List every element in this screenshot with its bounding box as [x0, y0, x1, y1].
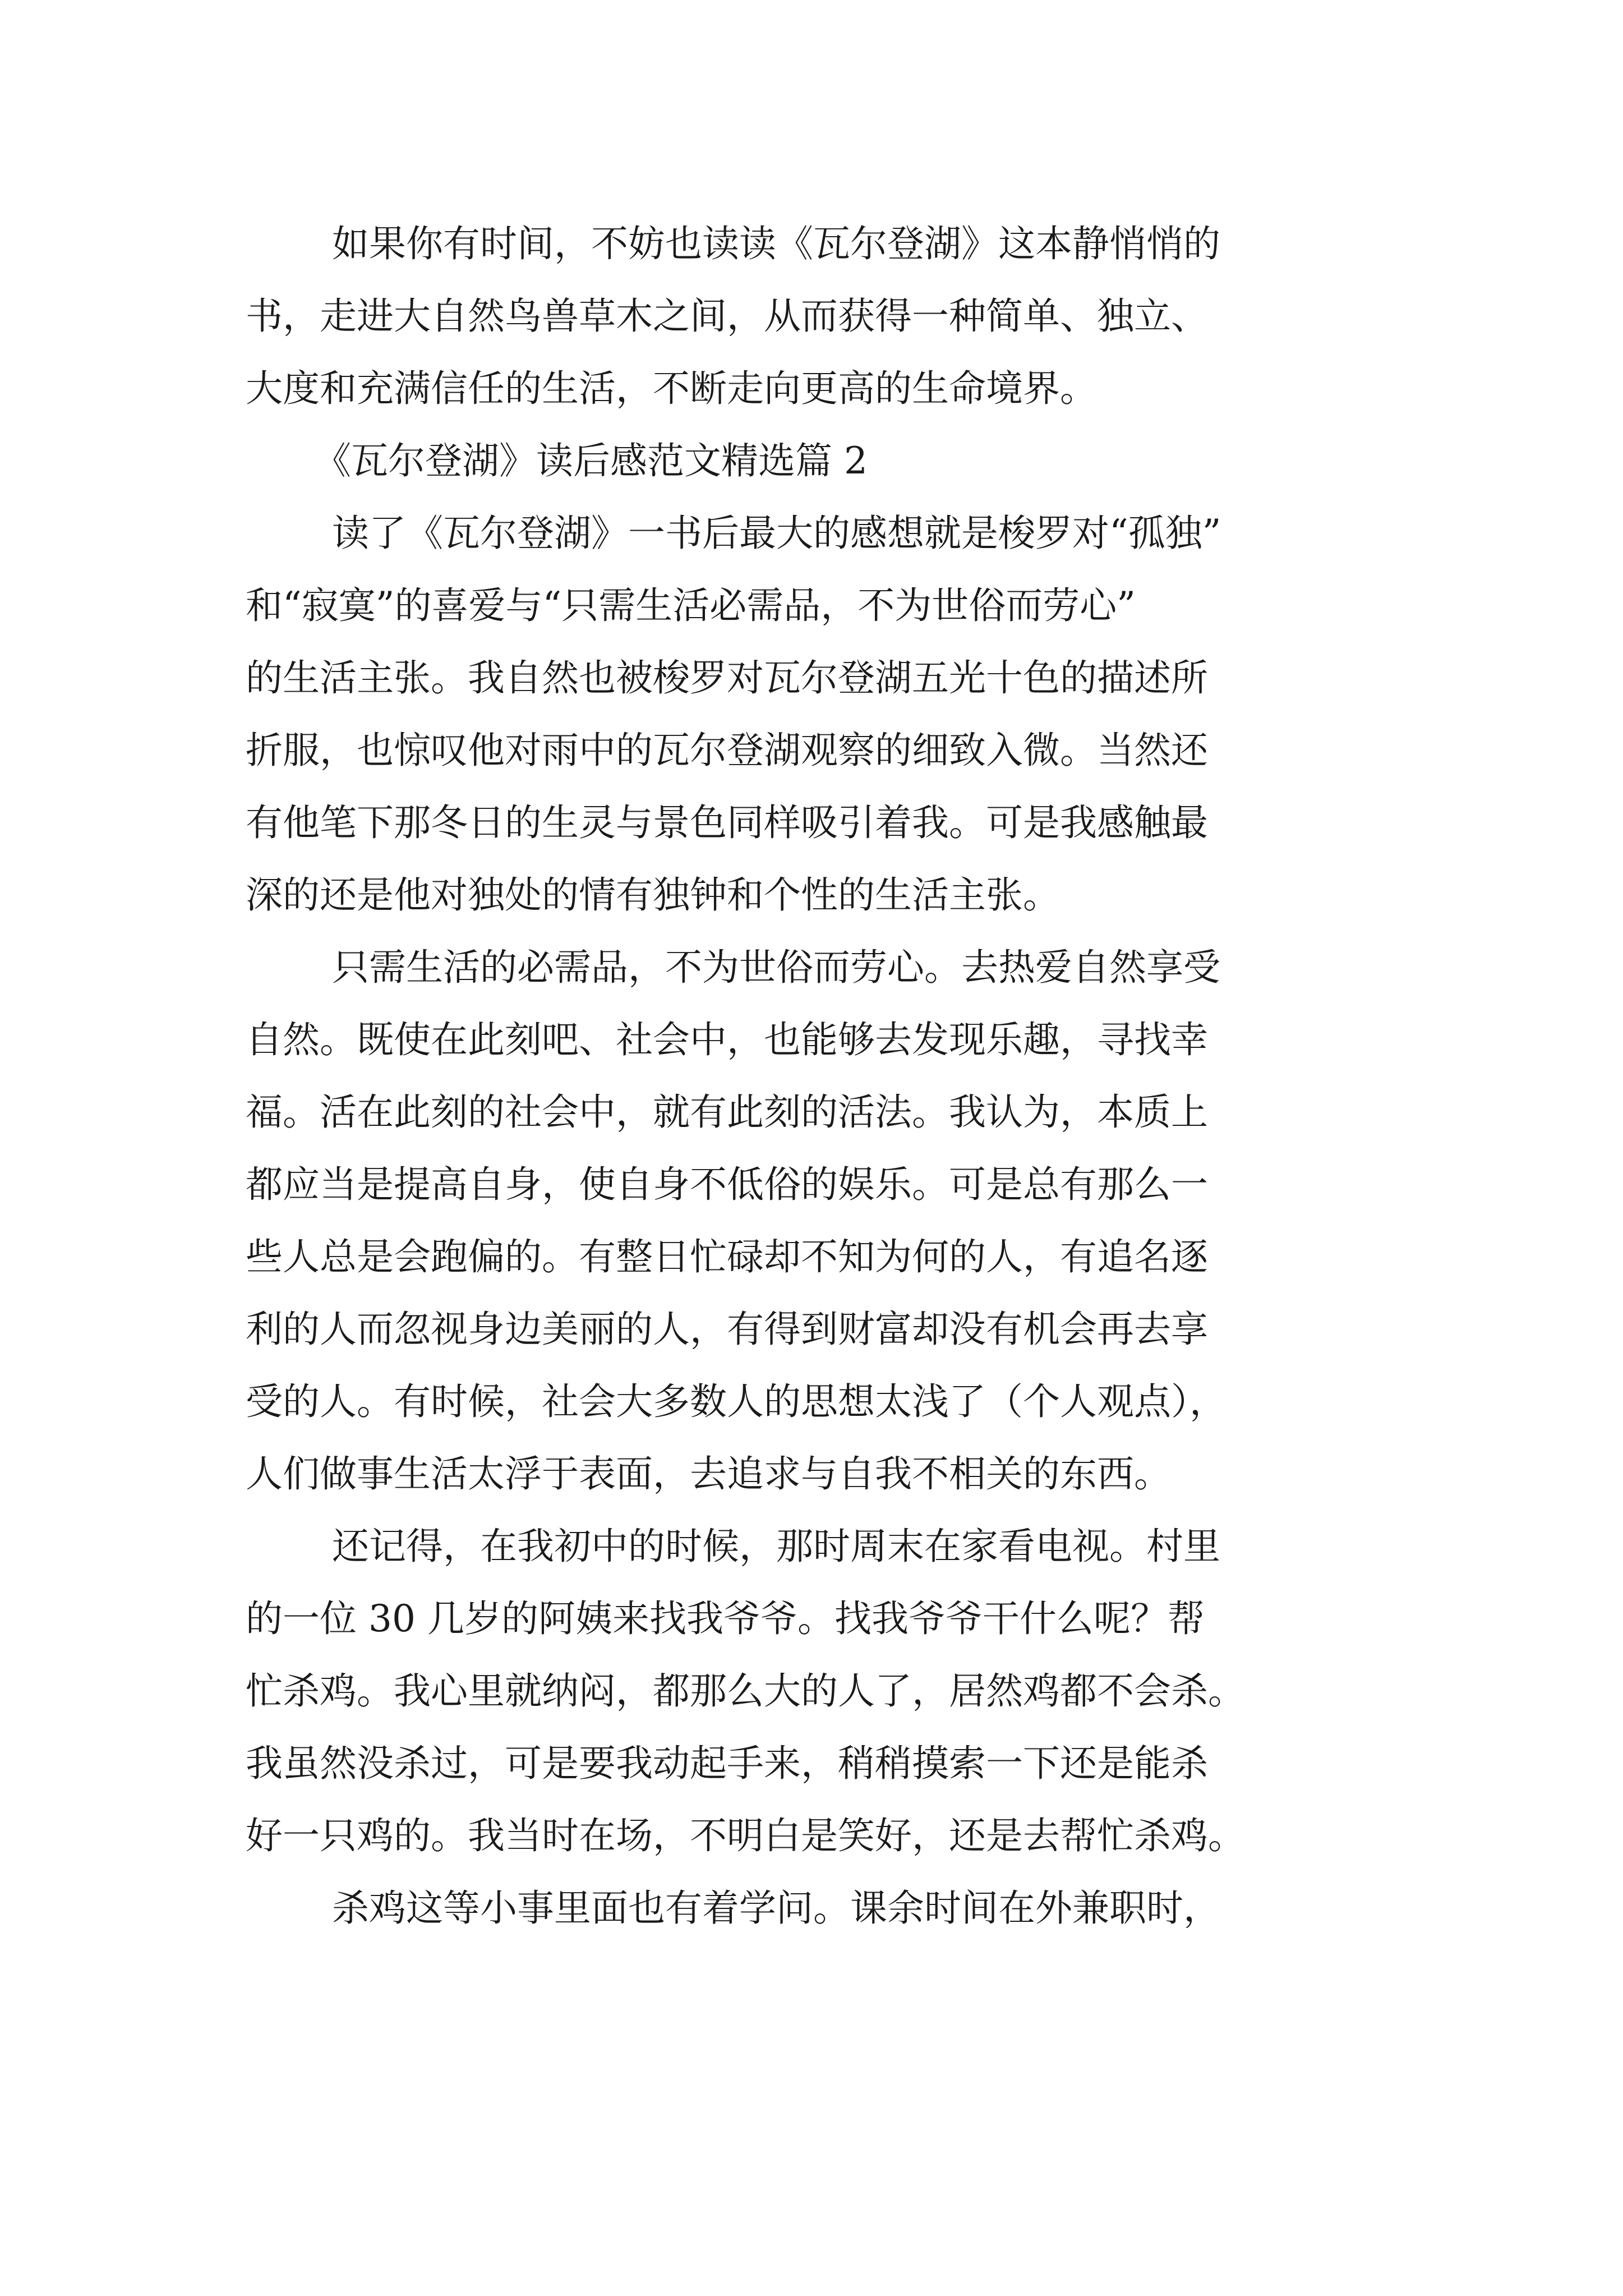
text-line: 的生活主张。我自然也被梭罗对瓦尔登湖五光十色的描述所 — [246, 656, 1208, 700]
text-line: 受的人。有时候，社会大多数人的思想太浅了（个人观点）， — [246, 1380, 1227, 1423]
text-line: 杀鸡这等小事里面也有着学问。课余时间在外兼职时， — [332, 1887, 1220, 1930]
text-line: 大度和充满信任的生活，不断走向更高的生命境界。 — [246, 367, 1097, 410]
text-line: 人们做事生活太浮于表面，去追求与自我不相关的东西。 — [246, 1452, 1171, 1496]
text-line: 忙杀鸡。我心里就纳闷，都那么大的人了，居然鸡都不会杀。 — [246, 1669, 1245, 1713]
text-line: 读了《瓦尔登湖》一书后最大的感想就是梭罗对“孤独” — [332, 512, 1221, 555]
text-line: 我虽然没杀过，可是要我动起手来，稍稍摸索一下还是能杀 — [246, 1742, 1208, 1785]
text-line: 有他笔下那冬日的生灵与景色同样吸引着我。可是我感触最 — [246, 801, 1208, 844]
text-line: 些人总是会跑偏的。有整日忙碌却不知为何的人，有追名逐 — [246, 1235, 1208, 1278]
text-line: 好一只鸡的。我当时在场，不明白是笑好，还是去帮忙杀鸡。 — [246, 1814, 1245, 1857]
text-line: 福。活在此刻的社会中，就有此刻的活法。我认为，本质上 — [246, 1091, 1208, 1134]
text-line: 深的还是他对独处的情有独钟和个性的生活主张。 — [246, 873, 1060, 917]
text-line: 利的人而忽视身边美丽的人，有得到财富却没有机会再去享 — [246, 1308, 1208, 1351]
text-line: 自然。既使在此刻吧、社会中，也能够去发现乐趣，寻找幸 — [246, 1018, 1208, 1061]
section-heading: 《瓦尔登湖》读后感范文精选篇 2 — [314, 439, 868, 482]
text-line: 书，走进大自然鸟兽草木之间，从而获得一种简单、独立、 — [246, 295, 1208, 338]
text-line: 还记得，在我初中的时候，那时周末在家看电视。村里 — [332, 1525, 1220, 1568]
text-line: 和“寂寞”的喜爱与“只需生活必需品，不为世俗而劳心” — [246, 584, 1136, 627]
text-line: 的一位 30 几岁的阿姨来找我爷爷。找我爷爷干什么呢？帮 — [246, 1597, 1205, 1640]
text-line: 折服，也惊叹他对雨中的瓦尔登湖观察的细致入微。当然还 — [246, 729, 1208, 772]
text-line: 都应当是提高自身，使自身不低俗的娱乐。可是总有那么一 — [246, 1163, 1208, 1206]
text-line: 只需生活的必需品，不为世俗而劳心。去热爱自然享受 — [332, 946, 1220, 989]
text-line: 如果你有时间，不妨也读读《瓦尔登湖》这本静悄悄的 — [332, 222, 1220, 265]
